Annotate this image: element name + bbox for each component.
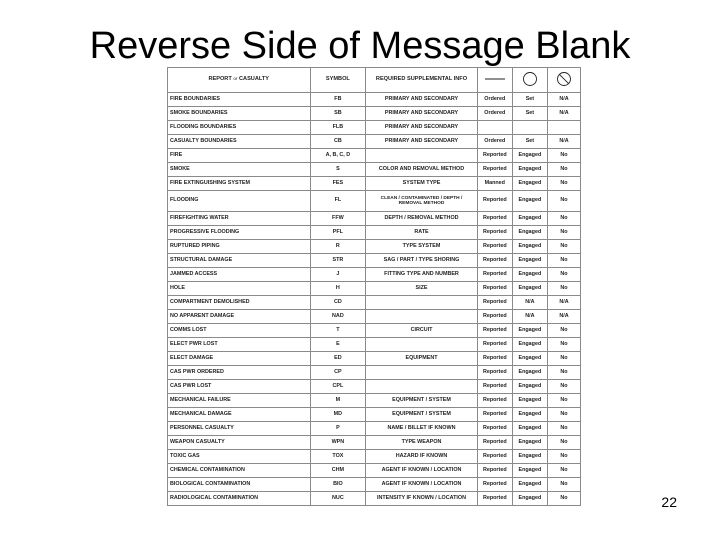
status-b-cell: Engaged — [512, 394, 547, 408]
table-row — [168, 254, 581, 268]
table-row — [168, 240, 581, 254]
info-cell: EQUIPMENT — [366, 352, 478, 366]
status-c-cell: No — [547, 282, 580, 296]
status-c-cell — [547, 121, 580, 135]
report-cell: MECHANICAL FAILURE — [168, 394, 311, 408]
status-c-cell: No — [547, 394, 580, 408]
status-c-cell: No — [547, 478, 580, 492]
status-b-cell: Engaged — [512, 380, 547, 394]
status-b-cell: Engaged — [512, 226, 547, 240]
status-c-cell: N/A — [547, 107, 580, 121]
symbol-cell: CD — [310, 296, 366, 310]
status-a-cell: Reported — [477, 380, 512, 394]
symbol-cell: A, B, C, D — [310, 149, 366, 163]
table-row — [168, 107, 581, 121]
info-cell: PRIMARY AND SECONDARY — [366, 107, 478, 121]
status-c-cell: N/A — [547, 296, 580, 310]
status-c-cell: No — [547, 422, 580, 436]
table-row — [168, 212, 581, 226]
table-row — [168, 324, 581, 338]
status-b-cell: Engaged — [512, 324, 547, 338]
symbol-cell: P — [310, 422, 366, 436]
status-b-cell: Engaged — [512, 177, 547, 191]
table-row — [168, 93, 581, 107]
report-cell: NO APPARENT DAMAGE — [168, 310, 311, 324]
status-a-cell — [477, 121, 512, 135]
report-cell: PERSONNEL CASUALTY — [168, 422, 311, 436]
prohibited-circle-icon — [547, 68, 580, 93]
symbol-cell: FB — [310, 93, 366, 107]
status-a-cell: Reported — [477, 310, 512, 324]
status-b-cell: Engaged — [512, 212, 547, 226]
table-row — [168, 380, 581, 394]
info-cell: SIZE — [366, 282, 478, 296]
status-c-cell: No — [547, 240, 580, 254]
status-b-cell: Engaged — [512, 282, 547, 296]
status-b-cell: N/A — [512, 310, 547, 324]
report-cell: JAMMED ACCESS — [168, 268, 311, 282]
status-b-cell — [512, 121, 547, 135]
status-b-cell: Engaged — [512, 422, 547, 436]
info-cell: CIRCUIT — [366, 324, 478, 338]
symbol-cell: T — [310, 324, 366, 338]
info-cell: COLOR AND REMOVAL METHOD — [366, 163, 478, 177]
report-cell: HOLE — [168, 282, 311, 296]
report-cell: FLOODING BOUNDARIES — [168, 121, 311, 135]
table-row — [168, 149, 581, 163]
symbol-cell: E — [310, 338, 366, 352]
symbol-header: SYMBOL — [310, 68, 366, 93]
status-c-cell: No — [547, 492, 580, 506]
status-b-cell: Engaged — [512, 464, 547, 478]
symbol-cell: H — [310, 282, 366, 296]
table-row — [168, 422, 581, 436]
symbol-cell: R — [310, 240, 366, 254]
status-c-cell: No — [547, 177, 580, 191]
status-b-cell: Set — [512, 135, 547, 149]
status-b-cell: Engaged — [512, 240, 547, 254]
symbol-cell: FL — [310, 191, 366, 212]
report-cell: MECHANICAL DAMAGE — [168, 408, 311, 422]
info-cell: CLEAN / CONTAMINATED / DEPTH / REMOVAL METHOD — [366, 191, 478, 212]
report-cell: SMOKE BOUNDARIES — [168, 107, 311, 121]
info-cell: TYPE WEAPON — [366, 436, 478, 450]
status-b-cell: Engaged — [512, 492, 547, 506]
symbol-cell: FES — [310, 177, 366, 191]
info-cell: SAG / PART / TYPE SHORING — [366, 254, 478, 268]
status-c-cell: No — [547, 366, 580, 380]
status-a-cell: Reported — [477, 254, 512, 268]
status-c-cell: No — [547, 338, 580, 352]
info-cell: NAME / BILLET IF KNOWN — [366, 422, 478, 436]
table-row — [168, 450, 581, 464]
symbol-cell: S — [310, 163, 366, 177]
status-b-cell: Engaged — [512, 366, 547, 380]
status-c-cell: N/A — [547, 135, 580, 149]
status-c-cell: No — [547, 408, 580, 422]
status-a-cell: Reported — [477, 478, 512, 492]
report-cell: RUPTURED PIPING — [168, 240, 311, 254]
status-a-cell: Reported — [477, 464, 512, 478]
status-c-cell: No — [547, 324, 580, 338]
status-b-cell: Engaged — [512, 268, 547, 282]
status-c-cell: No — [547, 191, 580, 212]
status-b-cell: N/A — [512, 296, 547, 310]
casualty-report-table — [167, 67, 581, 506]
symbol-cell: FLB — [310, 121, 366, 135]
report-header: REPORT or CASUALTY — [168, 68, 311, 93]
info-cell — [366, 366, 478, 380]
status-b-cell: Engaged — [512, 149, 547, 163]
status-a-cell: Reported — [477, 268, 512, 282]
status-a-cell: Reported — [477, 191, 512, 212]
info-cell: PRIMARY AND SECONDARY — [366, 135, 478, 149]
symbol-cell: BIO — [310, 478, 366, 492]
status-c-cell: N/A — [547, 93, 580, 107]
symbol-cell: CHM — [310, 464, 366, 478]
info-header: REQUIRED SUPPLEMENTAL INFO — [366, 68, 478, 93]
status-a-cell: Reported — [477, 492, 512, 506]
status-c-cell: No — [547, 450, 580, 464]
report-cell: COMPARTMENT DEMOLISHED — [168, 296, 311, 310]
status-c-cell: No — [547, 380, 580, 394]
report-cell: CAS PWR ORDERED — [168, 366, 311, 380]
table-row — [168, 121, 581, 135]
status-b-cell: Engaged — [512, 436, 547, 450]
table-row — [168, 492, 581, 506]
info-cell — [366, 310, 478, 324]
status-c-cell: N/A — [547, 310, 580, 324]
table-row — [168, 408, 581, 422]
symbol-cell: SB — [310, 107, 366, 121]
table-row — [168, 226, 581, 240]
info-cell — [366, 338, 478, 352]
report-cell: ELECT DAMAGE — [168, 352, 311, 366]
table-row — [168, 436, 581, 450]
status-a-cell: Reported — [477, 408, 512, 422]
status-a-cell: Reported — [477, 212, 512, 226]
symbol-cell: CPL — [310, 380, 366, 394]
table-row — [168, 135, 581, 149]
status-a-cell: Ordered — [477, 135, 512, 149]
circle-icon — [512, 68, 547, 93]
status-a-cell: Reported — [477, 226, 512, 240]
status-b-cell: Set — [512, 107, 547, 121]
report-cell: FIRE BOUNDARIES — [168, 93, 311, 107]
symbol-cell: CP — [310, 366, 366, 380]
status-a-cell: Reported — [477, 422, 512, 436]
info-cell: AGENT IF KNOWN / LOCATION — [366, 478, 478, 492]
info-cell: PRIMARY AND SECONDARY — [366, 121, 478, 135]
info-cell — [366, 149, 478, 163]
dash-line-icon — [477, 68, 512, 93]
table-header-row — [168, 68, 581, 93]
status-b-cell: Engaged — [512, 478, 547, 492]
status-a-cell: Reported — [477, 394, 512, 408]
symbol-cell: WPN — [310, 436, 366, 450]
table-row — [168, 338, 581, 352]
symbol-cell: J — [310, 268, 366, 282]
status-a-cell: Reported — [477, 149, 512, 163]
table-row — [168, 478, 581, 492]
status-c-cell: No — [547, 352, 580, 366]
status-b-cell: Engaged — [512, 338, 547, 352]
status-c-cell: No — [547, 163, 580, 177]
table-row — [168, 163, 581, 177]
info-cell: AGENT IF KNOWN / LOCATION — [366, 464, 478, 478]
status-c-cell: No — [547, 212, 580, 226]
report-cell: WEAPON CASUALTY — [168, 436, 311, 450]
symbol-cell: NUC — [310, 492, 366, 506]
status-a-cell: Reported — [477, 450, 512, 464]
report-cell: FIRE — [168, 149, 311, 163]
report-cell: FIRE EXTINGUISHING SYSTEM — [168, 177, 311, 191]
table-row — [168, 366, 581, 380]
status-a-cell: Ordered — [477, 93, 512, 107]
status-b-cell: Engaged — [512, 191, 547, 212]
symbol-cell: FFW — [310, 212, 366, 226]
symbol-cell: TOX — [310, 450, 366, 464]
page-number: 22 — [661, 494, 677, 510]
status-a-cell: Reported — [477, 324, 512, 338]
report-cell: SMOKE — [168, 163, 311, 177]
info-cell: EQUIPMENT / SYSTEM — [366, 394, 478, 408]
report-cell: TOXIC GAS — [168, 450, 311, 464]
info-cell: INTENSITY IF KNOWN / LOCATION — [366, 492, 478, 506]
info-cell: RATE — [366, 226, 478, 240]
table-row — [168, 268, 581, 282]
info-cell: FITTING TYPE AND NUMBER — [366, 268, 478, 282]
report-cell: CASUALTY BOUNDARIES — [168, 135, 311, 149]
status-a-cell: Reported — [477, 366, 512, 380]
info-cell — [366, 380, 478, 394]
symbol-cell: NAD — [310, 310, 366, 324]
report-cell: PROGRESSIVE FLOODING — [168, 226, 311, 240]
report-cell: COMMS LOST — [168, 324, 311, 338]
status-a-cell: Reported — [477, 338, 512, 352]
symbol-cell: STR — [310, 254, 366, 268]
status-a-cell: Reported — [477, 436, 512, 450]
message-blank-form — [167, 67, 581, 506]
table-row — [168, 464, 581, 478]
info-cell: SYSTEM TYPE — [366, 177, 478, 191]
report-cell: FLOODING — [168, 191, 311, 212]
status-a-cell: Reported — [477, 282, 512, 296]
symbol-cell: CB — [310, 135, 366, 149]
status-a-cell: Reported — [477, 296, 512, 310]
slide-title: Reverse Side of Message Blank — [89, 25, 631, 67]
report-cell: ELECT PWR LOST — [168, 338, 311, 352]
status-a-cell: Manned — [477, 177, 512, 191]
table-row — [168, 394, 581, 408]
status-a-cell: Ordered — [477, 107, 512, 121]
report-cell: CHEMICAL CONTAMINATION — [168, 464, 311, 478]
table-row — [168, 191, 581, 212]
status-c-cell: No — [547, 464, 580, 478]
status-b-cell: Engaged — [512, 352, 547, 366]
status-a-cell: Reported — [477, 352, 512, 366]
status-c-cell: No — [547, 254, 580, 268]
info-cell: HAZARD IF KNOWN — [366, 450, 478, 464]
table-row — [168, 352, 581, 366]
report-cell: CAS PWR LOST — [168, 380, 311, 394]
status-a-cell: Reported — [477, 240, 512, 254]
info-cell — [366, 296, 478, 310]
symbol-cell: ED — [310, 352, 366, 366]
report-cell: RADIOLOGICAL CONTAMINATION — [168, 492, 311, 506]
report-cell: STRUCTURAL DAMAGE — [168, 254, 311, 268]
status-b-cell: Set — [512, 93, 547, 107]
report-cell: FIREFIGHTING WATER — [168, 212, 311, 226]
table-row — [168, 282, 581, 296]
info-cell: TYPE SYSTEM — [366, 240, 478, 254]
symbol-cell: M — [310, 394, 366, 408]
status-a-cell: Reported — [477, 163, 512, 177]
status-c-cell: No — [547, 268, 580, 282]
table-row — [168, 310, 581, 324]
symbol-cell: MD — [310, 408, 366, 422]
table-row — [168, 296, 581, 310]
status-c-cell: No — [547, 436, 580, 450]
status-b-cell: Engaged — [512, 408, 547, 422]
info-cell: EQUIPMENT / SYSTEM — [366, 408, 478, 422]
status-b-cell: Engaged — [512, 163, 547, 177]
table-row — [168, 177, 581, 191]
table-body — [168, 93, 581, 506]
report-cell: BIOLOGICAL CONTAMINATION — [168, 478, 311, 492]
info-cell: DEPTH / REMOVAL METHOD — [366, 212, 478, 226]
status-c-cell: No — [547, 149, 580, 163]
info-cell: PRIMARY AND SECONDARY — [366, 93, 478, 107]
status-b-cell: Engaged — [512, 254, 547, 268]
status-b-cell: Engaged — [512, 450, 547, 464]
symbol-cell: PFL — [310, 226, 366, 240]
status-c-cell: No — [547, 226, 580, 240]
